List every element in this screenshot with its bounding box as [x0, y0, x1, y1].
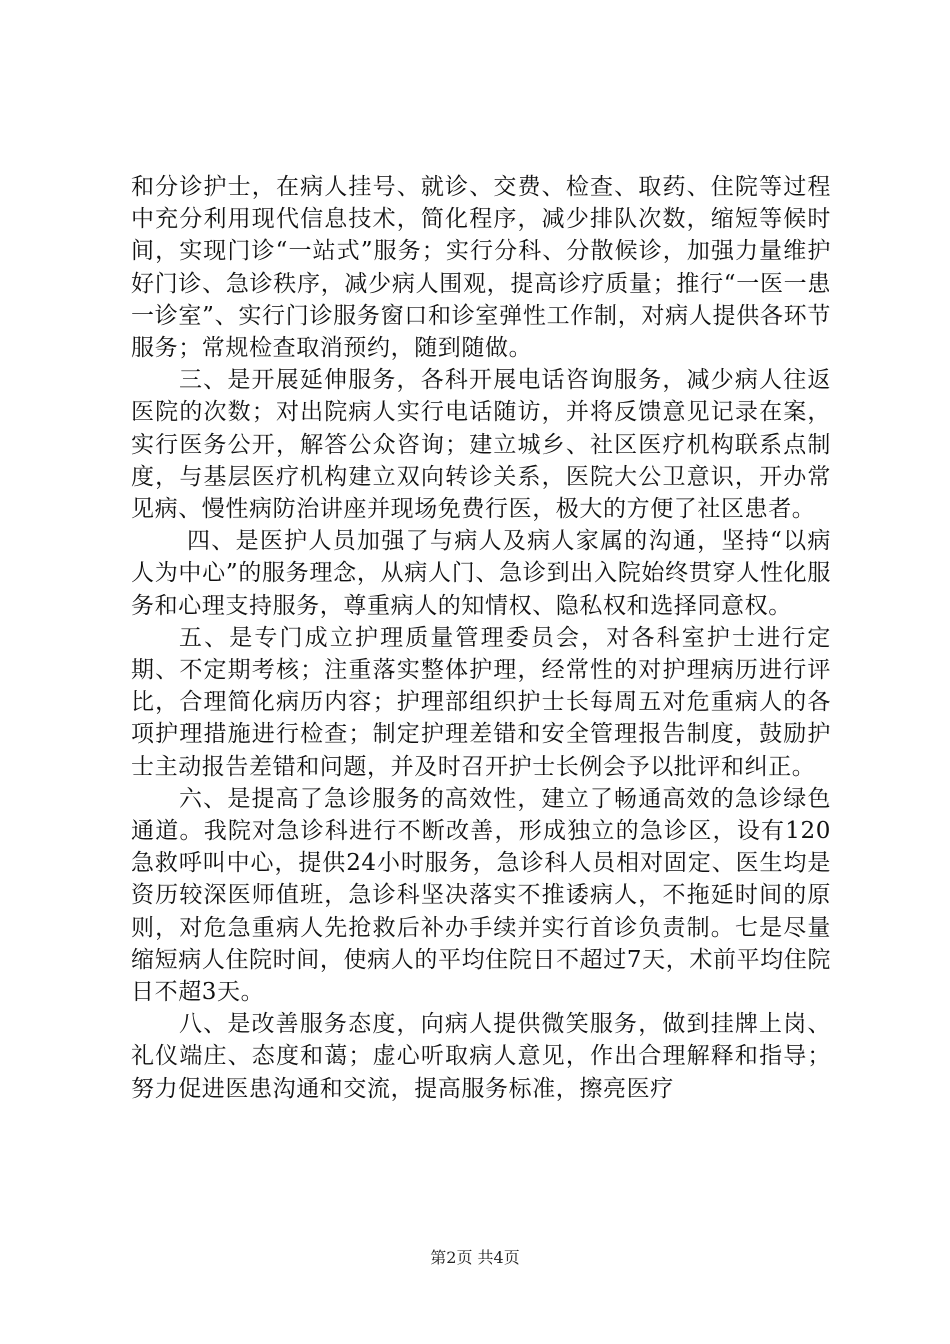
paragraph-continuation: 和分诊护士，在病人挂号、就诊、交费、检查、取药、住院等过程中充分利用现代信息技术，简化程序，减少排队次数，缩短等候时间，实现门诊“一站式”服务；实行分科、分散候诊，加强力量维护好门诊、急诊秩序，减少病人围观，提高诊疗质量；推行“一医一患一诊室”、实行门诊服务窗口和诊室弹性工作制，对病人提供各环节服务；常规检查取消预约，随到随做。 — [131, 174, 831, 362]
paragraph-section-6: 六、是提高了急诊服务的高效性，建立了畅通高效的急诊绿色通道。我院对急诊科进行不断改善，形成独立的急诊区，设有120急救呼叫中心，提供24小时服务，急诊科人员相对固定、医生均是资历较深医师值班，急诊科坚决落实不推诿病人，不拖延时间的原则，对危急重病人先抢救后补办手续并实行首诊负责制。七是尽量缩短病人住院时间，使病人的平均住院日不超过7天，术前平均住院日不超3天。 — [131, 785, 831, 1006]
paragraph-section-8: 八、是改善服务态度，向病人提供微笑服务，做到挂牌上岗、礼仪端庄、态度和蔼；虚心听取病人意见，作出合理解释和指导；努力促进医患沟通和交流，提高服务标准，擦亮医疗 — [131, 1011, 831, 1102]
paragraph-section-5: 五、是专门成立护理质量管理委员会，对各科室护士进行定期、不定期考核；注重落实整体护理，经常性的对护理病历进行评比，合理简化病历内容；护理部组织护士长每周五对危重病人的各项护理措施进行检查；制定护理差错和安全管理报告制度，鼓励护士主动报告差错和问题，并及时召开护士长例会予以批评和纠正。 — [131, 624, 831, 780]
paragraph-section-4: 四、是医护人员加强了与病人及病人家属的沟通，坚持“以病人为中心”的服务理念，从病人门、急诊到出入院始终贯穿人性化服务和心理支持服务，尊重病人的知情权、隐私权和选择同意权。 — [131, 528, 831, 619]
page-number-footer: 第2页 共4页 — [430, 1248, 520, 1267]
document-body — [131, 171, 831, 1105]
paragraph-section-3: 三、是开展延伸服务，各科开展电话咨询服务，减少病人往返医院的次数；对出院病人实行电话随访，并将反馈意见记录在案，实行医务公开，解答公众咨询；建立城乡、社区医疗机构联系点制度，与基层医疗机构建立双向转诊关系，医院大公卫意识，开办常见病、慢性病防治讲座并现场免费行医，极大的方便了社区患者。 — [131, 367, 831, 523]
